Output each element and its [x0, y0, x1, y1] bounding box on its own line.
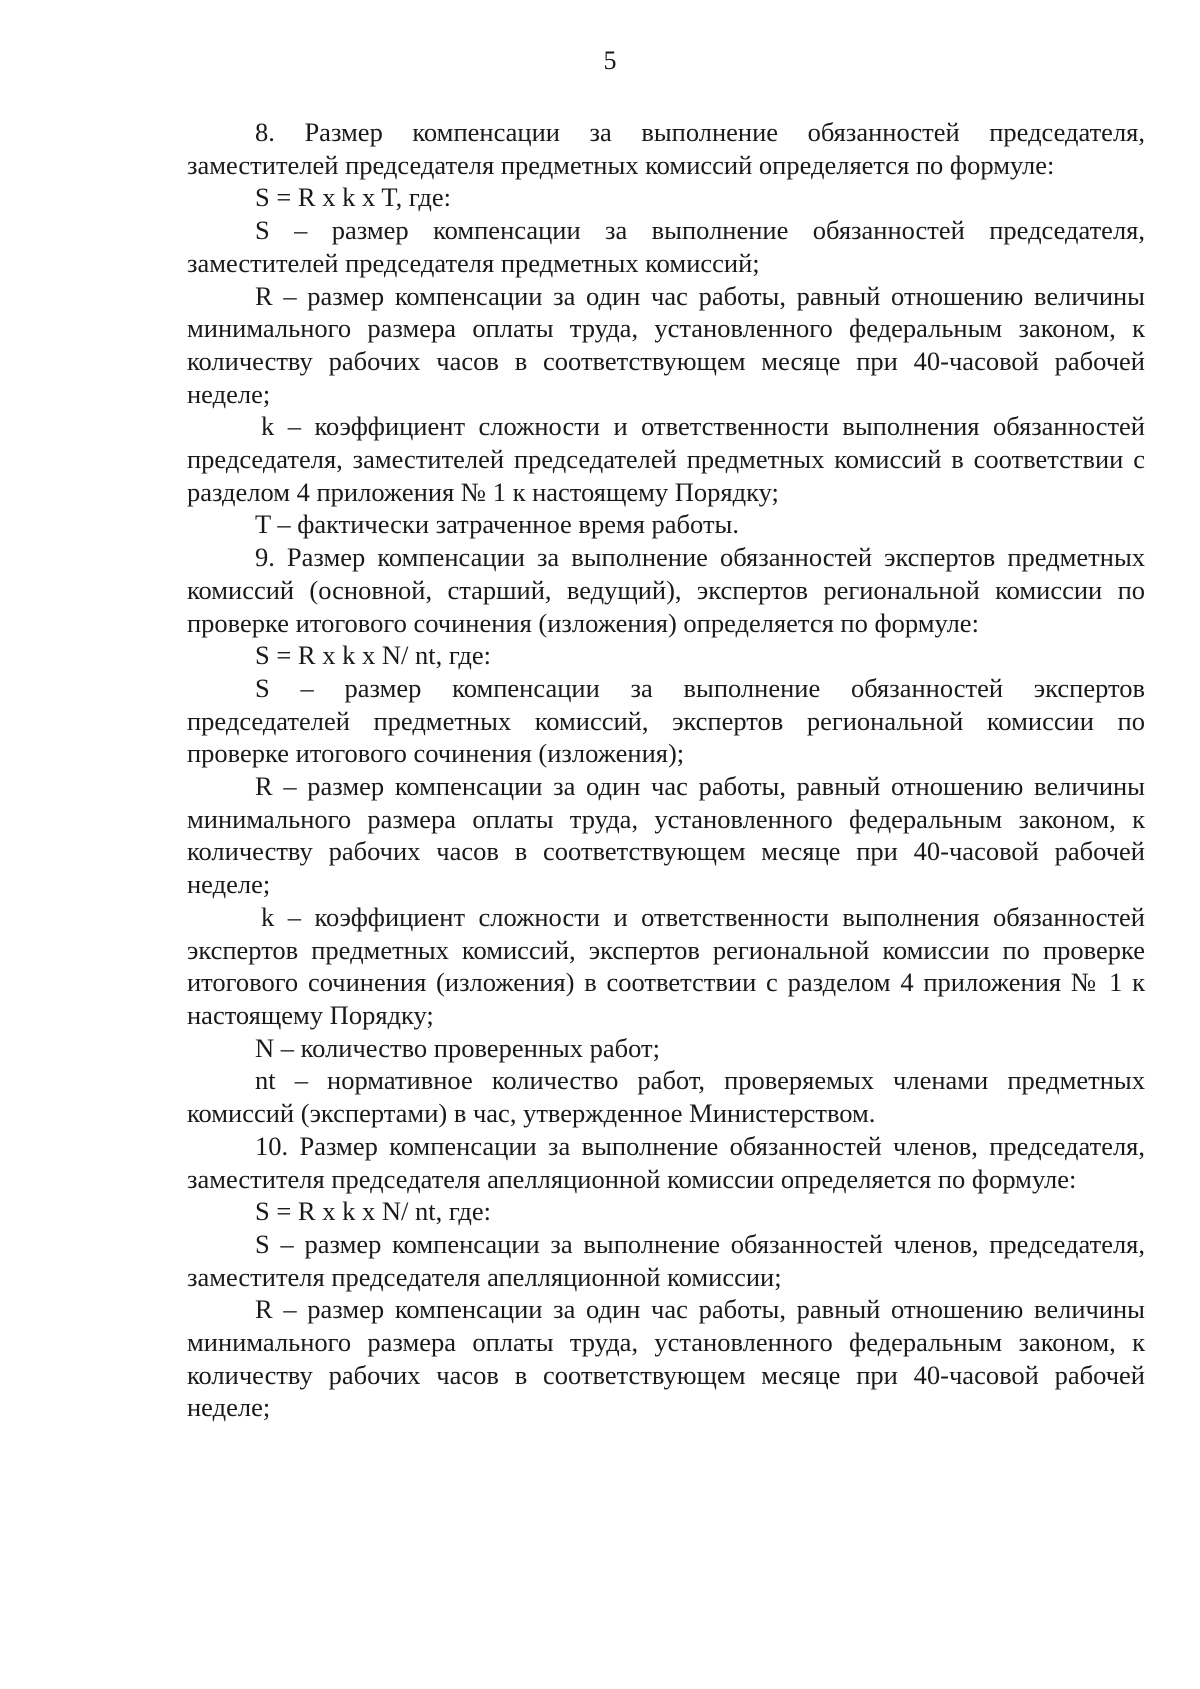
paragraph-10-def-s: S – размер компенсации за выполнение обязанностей членов, председателя, заместителя председателя апелляционной комиссии; [187, 1228, 1145, 1292]
paragraph-9-def-s: S – размер компенсации за выполнение обязанностей экспертов председателей предметных комиссий, экспертов региональной комиссии по проверке итогового сочинения (изложения); [187, 672, 1145, 769]
paragraph-8-def-t: T – фактически затраченное время работы. [255, 509, 739, 540]
paragraph-9-intro: 9. Размер компенсации за выполнение обязанностей экспертов предметных комиссий (основной, старший, ведущий), экспертов региональной комиссии по проверке итогового сочинения (изложения) определяется по формуле: [187, 542, 1145, 638]
paragraph-8-def-k: k – коэффициент сложности и ответственности выполнения обязанностей председателя, заместителей председателей предметных комиссий в соответствии с разделом 4 приложения № 1 к настоящему Порядку; [187, 411, 1145, 507]
paragraph-9-formula: S = R x k x N/ nt, где: [255, 640, 492, 671]
paragraph-10-formula: S = R x k x N/ nt, где: [255, 1196, 492, 1227]
document-body [187, 116, 1145, 1424]
paragraph-9-def-r: R – размер компенсации за один час работы, равный отношению величины минимального размера оплаты труда, установленного федеральным законом, к количеству рабочих часов в соответствующем месяце при 40-часовой рабочей неделе; [187, 771, 1145, 900]
paragraph-10-intro: 10. Размер компенсации за выполнение обязанностей членов, председателя, заместителя председателя апелляционной комиссии определяется по формуле: [187, 1130, 1145, 1194]
paragraph-8-formula: S = R x k x T, где: [255, 182, 452, 213]
paragraph-8-intro: 8. Размер компенсации за выполнение обязанностей председателя, заместителей председателя предметных комиссий определяется по формуле: [187, 117, 1145, 180]
paragraph-10-def-r: R – размер компенсации за один час работы, равный отношению величины минимального размера оплаты труда, установленного федеральным законом, к количеству рабочих часов в соответствующем месяце при 40-часовой рабочей неделе; [187, 1294, 1145, 1423]
paragraph-9-def-k: k – коэффициент сложности и ответственности выполнения обязанностей экспертов предметных комиссий, экспертов региональной комиссии по проверке итогового сочинения (изложения) в соответствии с разделом 4 приложения № 1 к настоящему Порядку; [187, 901, 1145, 1030]
paragraph-8-def-s: S – размер компенсации за выполнение обязанностей председателя, заместителей председателя предметных комиссий; [187, 215, 1145, 278]
paragraph-8-def-r: R – размер компенсации за один час работы, равный отношению величины минимального размера оплаты труда, установленного федеральным законом, к количеству рабочих часов в соответствующем месяце при 40-часовой рабочей неделе; [187, 280, 1145, 409]
page-number: 5 [603, 46, 617, 75]
paragraph-9-def-n: N – количество проверенных работ; [255, 1032, 660, 1063]
paragraph-9-def-nt: nt – нормативное количество работ, проверяемых членами предметных комиссий (экспертами) в час, утвержденное Министерством. [187, 1065, 1145, 1129]
